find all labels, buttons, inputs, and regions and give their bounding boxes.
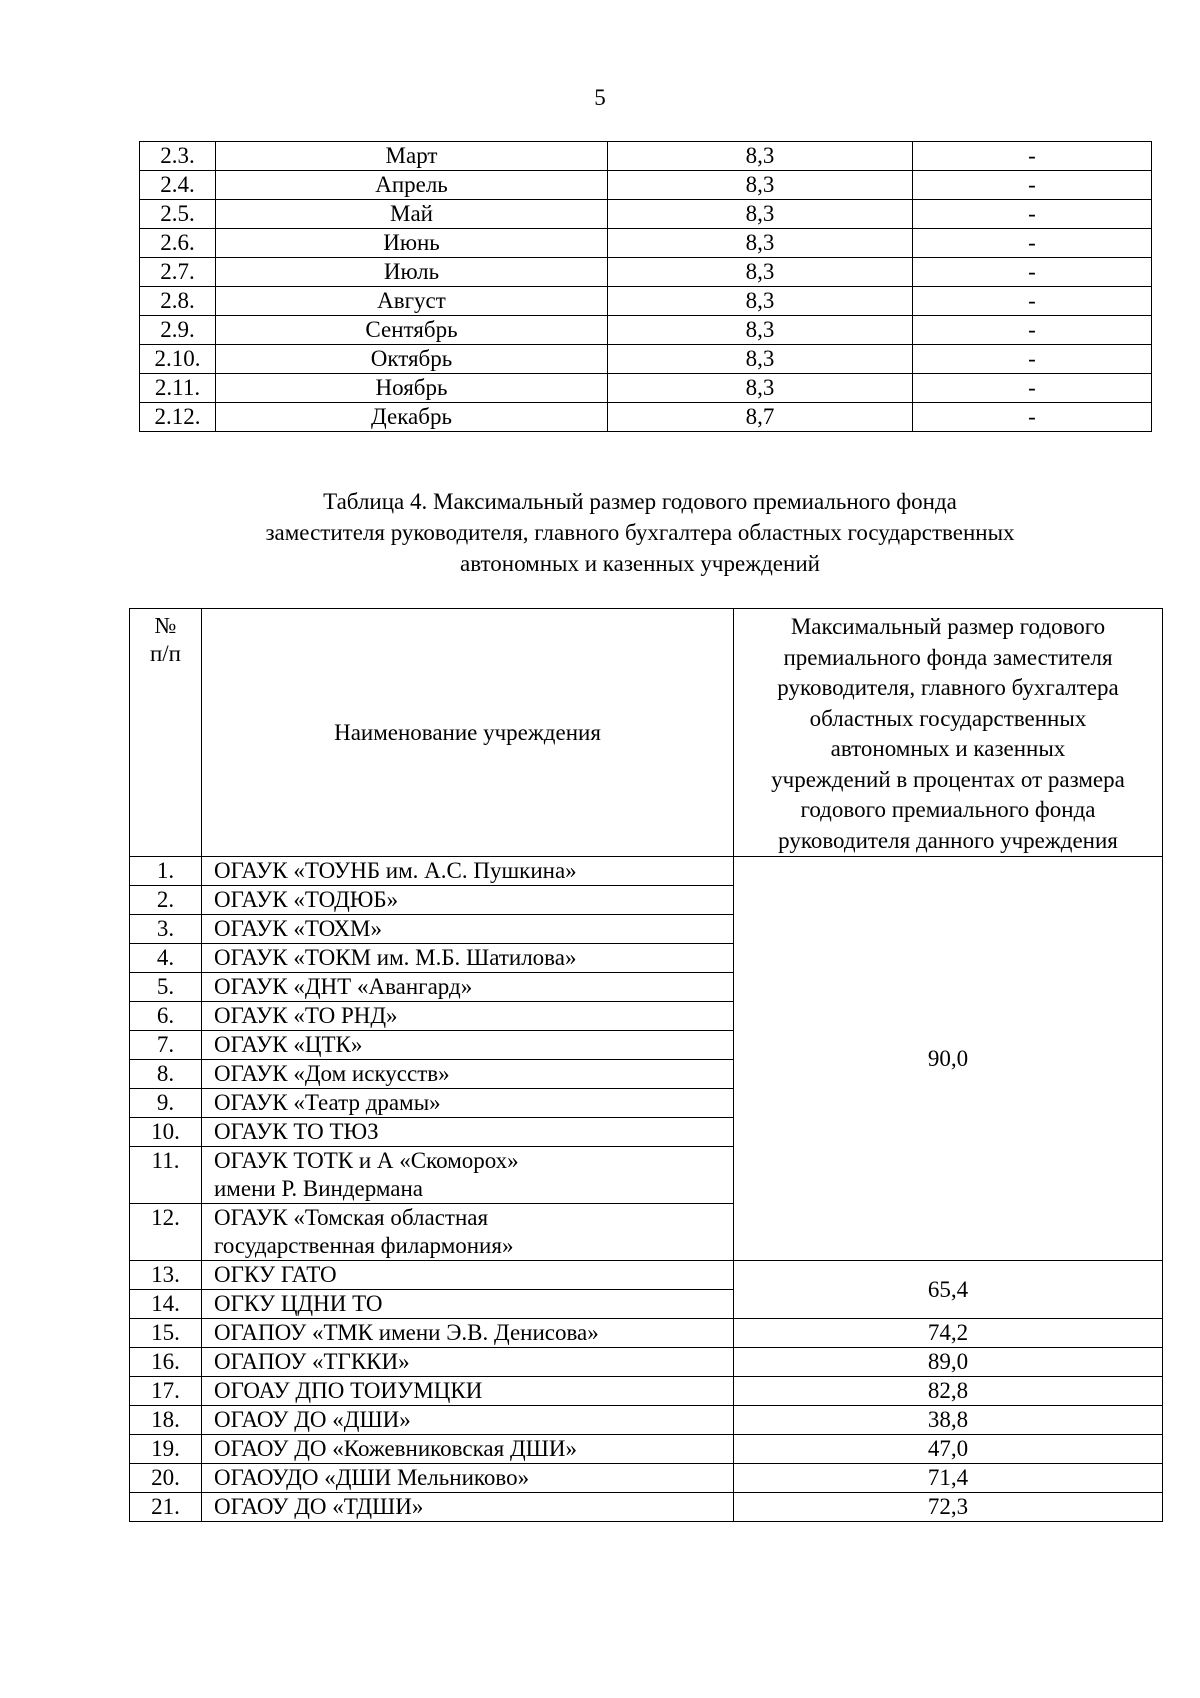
row-number: 12. — [130, 1204, 202, 1261]
institution-name — [202, 1348, 734, 1377]
institution-name — [202, 886, 734, 915]
header-value-line: учреждений в процентах от размера — [771, 766, 1125, 792]
extra-value: - — [913, 171, 1152, 200]
table-row — [140, 345, 1152, 374]
extra-value: - — [913, 200, 1152, 229]
institution-name — [202, 1060, 734, 1089]
table-row — [140, 403, 1152, 432]
month-name: Октябрь — [216, 345, 608, 374]
caption-line: автономных и казенных учреждений — [460, 551, 820, 576]
institution-name — [202, 857, 734, 886]
institution-name-line: ОГАУК «ТОУНБ им. А.С. Пушкина» — [214, 858, 577, 883]
row-number: 5. — [130, 973, 202, 1002]
month-name: Апрель — [216, 171, 608, 200]
month-name: Август — [216, 287, 608, 316]
institution-name-line: ОГАОУ ДО «ТДШИ» — [214, 1494, 424, 1519]
institution-name-line: ОГАУК «ЦТК» — [214, 1032, 363, 1057]
row-number: 18. — [130, 1406, 202, 1435]
row-number: 11. — [130, 1147, 202, 1204]
extra-value: - — [913, 403, 1152, 432]
table4-caption — [160, 486, 1120, 579]
row-number: 4. — [130, 944, 202, 973]
institution-name-line: ОГАУК «Дом искусств» — [214, 1061, 450, 1086]
institution-name-line: ОГАУК «ТОХМ» — [214, 916, 382, 941]
month-value: 8,3 — [608, 316, 913, 345]
month-value: 8,3 — [608, 287, 913, 316]
month-value: 8,3 — [608, 258, 913, 287]
institution-name — [202, 1089, 734, 1118]
institution-name-line: ОГАОУ ДО «ДШИ» — [214, 1407, 411, 1432]
month-value: 8,3 — [608, 171, 913, 200]
row-number: 2.3. — [140, 142, 216, 171]
table-row — [130, 1348, 1163, 1377]
month-value: 8,3 — [608, 142, 913, 171]
row-number: 15. — [130, 1319, 202, 1348]
row-number: 9. — [130, 1089, 202, 1118]
months-table — [139, 141, 1152, 432]
month-name: Сентябрь — [216, 316, 608, 345]
institution-name-line: государственная филармония» — [214, 1233, 514, 1258]
institution-name-line: ОГКУ ГАТО — [214, 1262, 337, 1287]
header-value-line: Максимальный размер годового — [790, 614, 1106, 639]
institution-name-line: ОГАОУ ДО «Кожевниковская ДШИ» — [214, 1436, 577, 1461]
row-number: 2.10. — [140, 345, 216, 374]
caption-line: Таблица 4. Максимальный размер годового премиального фонда — [323, 489, 957, 514]
table-row — [130, 1319, 1163, 1348]
table-row — [140, 171, 1152, 200]
row-number: 1. — [130, 857, 202, 886]
row-number: 2.9. — [140, 316, 216, 345]
extra-value: - — [913, 258, 1152, 287]
row-number: 2.4. — [140, 171, 216, 200]
table-row — [130, 1435, 1163, 1464]
institution-name-line: ОГАУК «Томская областная — [214, 1205, 489, 1230]
header-num-abbrev: п/п — [149, 641, 181, 666]
institution-name-line: ОГКУ ЦДНИ ТО — [214, 1291, 383, 1316]
row-number: 21. — [130, 1493, 202, 1522]
institution-name — [202, 973, 734, 1002]
funds-table — [129, 608, 1163, 1522]
institution-name — [202, 915, 734, 944]
row-number: 8. — [130, 1060, 202, 1089]
merged-value-cell: 65,4 — [734, 1261, 1163, 1319]
table-row — [140, 200, 1152, 229]
extra-value: - — [913, 316, 1152, 345]
caption-line: заместителя руководителя, главного бухгалтера областных государственных — [265, 520, 1015, 545]
row-number: 6. — [130, 1002, 202, 1031]
table-row — [140, 142, 1152, 171]
row-number: 2.12. — [140, 403, 216, 432]
month-name: Июль — [216, 258, 608, 287]
row-number: 2.7. — [140, 258, 216, 287]
table-row — [130, 1464, 1163, 1493]
institution-name — [202, 1406, 734, 1435]
institution-name-line: ОГАУК «Театр драмы» — [214, 1090, 441, 1115]
extra-value: - — [913, 345, 1152, 374]
header-value-line: премиального фонда заместителя — [783, 644, 1113, 670]
institution-name-line: имени Р. Виндермана — [214, 1176, 423, 1201]
table-row — [140, 374, 1152, 403]
row-number: 2. — [130, 886, 202, 915]
institution-name — [202, 1290, 734, 1319]
institution-name-line: ОГАУК «ДНТ «Авангард» — [214, 974, 473, 999]
row-number: 7. — [130, 1031, 202, 1060]
table-row — [140, 258, 1152, 287]
month-name: Май — [216, 200, 608, 229]
row-number: 19. — [130, 1435, 202, 1464]
header-value-line: годового премиального фонда — [800, 797, 1096, 822]
row-number: 17. — [130, 1377, 202, 1406]
institution-name — [202, 1493, 734, 1522]
table-row — [130, 1493, 1163, 1522]
institution-name — [202, 1118, 734, 1147]
row-number: 2.11. — [140, 374, 216, 403]
row-number: 13. — [130, 1261, 202, 1290]
header-value-line: руководителя данного учреждения — [778, 827, 1118, 853]
month-name: Март — [216, 142, 608, 171]
table-row — [130, 1377, 1163, 1406]
row-number: 2.6. — [140, 229, 216, 258]
percent-value: 47,0 — [734, 1435, 1163, 1464]
institution-name-line: ОГАУК «ТО РНД» — [214, 1003, 398, 1028]
percent-value: 82,8 — [734, 1377, 1163, 1406]
institution-name-line: ОГАОУДО «ДШИ Мельниково» — [214, 1465, 530, 1490]
header-row — [130, 609, 1163, 857]
institution-name — [202, 1002, 734, 1031]
row-number: 14. — [130, 1290, 202, 1319]
table-row — [130, 1406, 1163, 1435]
percent-value: 38,8 — [734, 1406, 1163, 1435]
month-name: Июнь — [216, 229, 608, 258]
month-value: 8,3 — [608, 229, 913, 258]
table-row — [130, 857, 1163, 886]
merged-value-cell: 90,0 — [734, 857, 1163, 1261]
institution-name-line: ОГАУК «ТОДЮБ» — [214, 887, 399, 912]
institution-name — [202, 1435, 734, 1464]
header-num-cell — [130, 609, 202, 857]
institution-name — [202, 944, 734, 973]
row-number: 2.8. — [140, 287, 216, 316]
month-value: 8,3 — [608, 374, 913, 403]
header-value-line: областных государственных — [809, 705, 1087, 731]
table-row — [130, 1261, 1163, 1290]
institution-name — [202, 1261, 734, 1290]
institution-name — [202, 1031, 734, 1060]
institution-name-line: ОГОАУ ДПО ТОИУМЦКИ — [214, 1378, 483, 1403]
extra-value: - — [913, 287, 1152, 316]
header-value-line: автономных и казенных — [830, 736, 1066, 761]
institution-name-line: ОГАПОУ «ТГККИ» — [214, 1349, 410, 1374]
institution-name-line: ОГАУК «ТОКМ им. М.Б. Шатилова» — [214, 945, 577, 970]
header-value-line: руководителя, главного бухгалтера — [777, 675, 1119, 700]
month-name: Декабрь — [216, 403, 608, 432]
institution-name — [202, 1377, 734, 1406]
percent-value: 74,2 — [734, 1319, 1163, 1348]
institution-name-line: ОГАУК ТОТК и А «Скоморох» — [214, 1148, 519, 1173]
month-value: 8,3 — [608, 200, 913, 229]
header-value-cell — [734, 609, 1163, 857]
percent-value: 89,0 — [734, 1348, 1163, 1377]
extra-value: - — [913, 142, 1152, 171]
institution-name-line: ОГАПОУ «ТМК имени Э.В. Денисова» — [214, 1320, 599, 1345]
table-row — [140, 229, 1152, 258]
extra-value: - — [913, 374, 1152, 403]
institution-name — [202, 1319, 734, 1348]
row-number: 16. — [130, 1348, 202, 1377]
row-number: 2.5. — [140, 200, 216, 229]
page-number: 5 — [594, 85, 606, 110]
row-number: 10. — [130, 1118, 202, 1147]
month-value: 8,3 — [608, 345, 913, 374]
percent-value: 71,4 — [734, 1464, 1163, 1493]
institution-name-line: ОГАУК ТО ТЮЗ — [214, 1119, 379, 1144]
institution-name — [202, 1147, 734, 1204]
header-num-symbol: № — [154, 613, 177, 638]
institution-name — [202, 1204, 734, 1261]
row-number: 20. — [130, 1464, 202, 1493]
extra-value: - — [913, 229, 1152, 258]
month-value: 8,7 — [608, 403, 913, 432]
table-row — [140, 287, 1152, 316]
percent-value: 72,3 — [734, 1493, 1163, 1522]
table-row — [140, 316, 1152, 345]
row-number: 3. — [130, 915, 202, 944]
header-name-cell: Наименование учреждения — [202, 609, 734, 857]
month-name: Ноябрь — [216, 374, 608, 403]
institution-name — [202, 1464, 734, 1493]
